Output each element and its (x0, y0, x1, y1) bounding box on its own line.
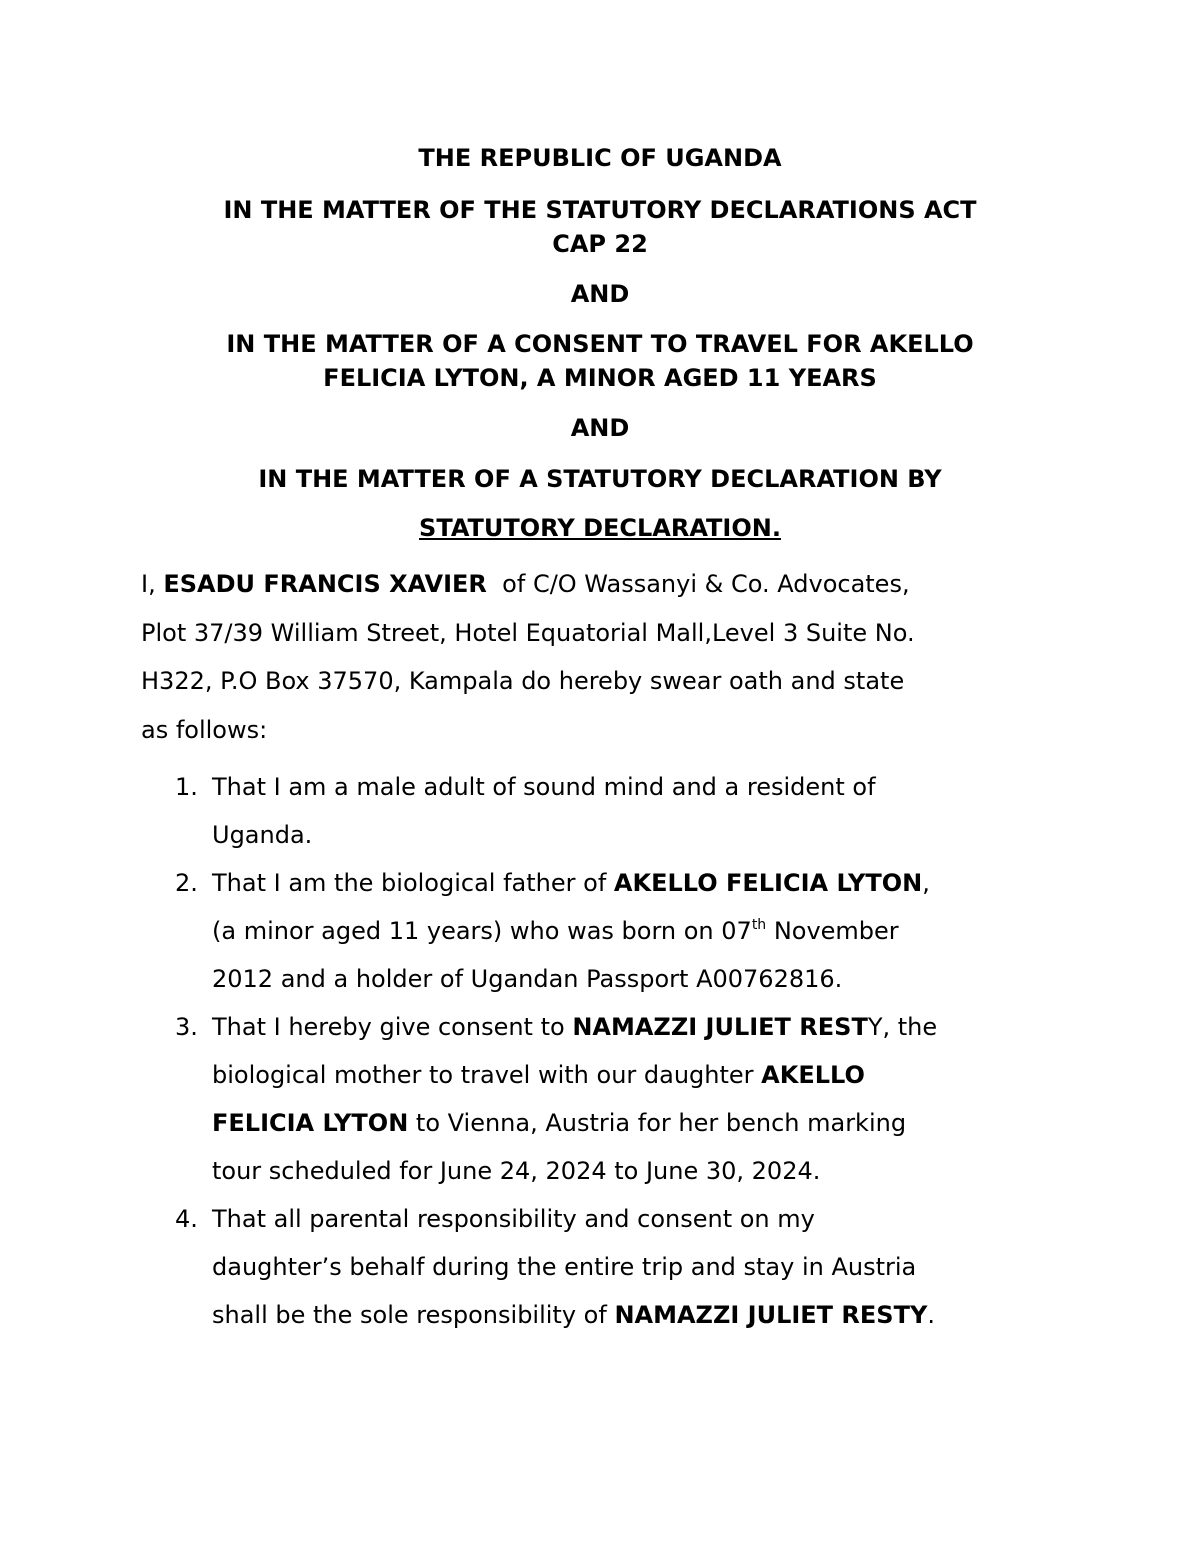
declaration-list (141, 763, 1061, 1339)
declarant-name: ESADU FRANCIS XAVIER (163, 570, 487, 598)
heading-matter-consent-line1: IN THE MATTER OF A CONSENT TO TRAVEL FOR AKELLO (226, 330, 974, 358)
heading-matter-consent-line2: FELICIA LYTON, A MINOR AGED 11 YEARS (323, 364, 877, 392)
list-item-number: 4. (175, 1205, 198, 1233)
heading-republic: THE REPUBLIC OF UGANDA (418, 144, 782, 172)
intro-paragraph: I, ESADU FRANCIS XAVIER of C/O Wassanyi & Co. Advocates, Plot 37/39 William Street, Hotel Equatorial Mall,Level 3 Suite No. H322, P.O Box 37570, Kampala do hereby swear oath and state as follows: (141, 570, 915, 744)
heading-matter-consent (140, 327, 1060, 395)
heading-and-1: AND (570, 280, 630, 308)
list-item: 2. That I am the biological father of AKELLO FELICIA LYTON, (a minor aged 11 years) who was born on 07th November 2012 and a holder of Ugandan Passport A00762816. (141, 859, 1061, 1003)
heading-and-2: AND (570, 414, 630, 442)
heading-matter-act-line1: IN THE MATTER OF THE STATUTORY DECLARATIONS ACT (223, 196, 977, 224)
list-item: 3. That I hereby give consent to NAMAZZI JULIET RESTY, the biological mother to travel with our daughter AKELLO FELICIA LYTON to Vienna, Austria for her bench marking tour scheduled for June 24, 2024 to June 30, 2024. (141, 1003, 1061, 1195)
list-item-number: 1. (175, 773, 198, 801)
list-item: 4. That all parental responsibility and consent on my daughter’s behalf during the entire trip and stay in Austria shall be the sole responsibility of NAMAZZI JULIET RESTY. (141, 1195, 1061, 1339)
list-item: 1. That I am a male adult of sound mind and a resident of Uganda. (141, 763, 1061, 859)
document-title: STATUTORY DECLARATION. (419, 514, 781, 542)
list-item-number: 2. (175, 869, 198, 897)
heading-matter-act (140, 193, 1060, 261)
heading-matter-act-line2: CAP 22 (552, 230, 648, 258)
heading-matter-declaration: IN THE MATTER OF A STATUTORY DECLARATION BY (258, 465, 942, 493)
list-item-number: 3. (175, 1013, 198, 1041)
